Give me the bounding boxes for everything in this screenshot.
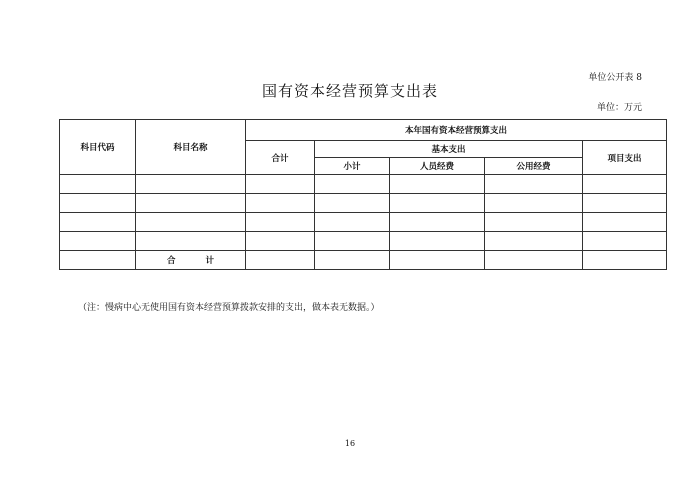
budget-table <box>59 119 667 270</box>
header-total: 合计 <box>246 141 315 175</box>
unit-label: 单位：万元 <box>596 103 642 113</box>
total-row <box>60 251 667 270</box>
header-subtotal: 小计 <box>315 158 390 175</box>
table-row <box>60 175 667 194</box>
total-row-label: 合 计 <box>136 251 246 270</box>
table-row <box>60 213 667 232</box>
header-subject-code: 科目代码 <box>60 120 136 175</box>
header-project: 项目支出 <box>583 141 667 175</box>
header-personnel: 人员经费 <box>390 158 485 175</box>
table-row <box>60 194 667 213</box>
table-number: 单位公开表 8 <box>588 73 642 83</box>
header-subject-name: 科目名称 <box>136 120 246 175</box>
header-current-year: 本年国有资本经营预算支出 <box>246 120 667 141</box>
page-title: 国有资本经营预算支出表 <box>261 82 438 100</box>
header-public: 公用经费 <box>485 158 583 175</box>
header-basic-expenditure: 基本支出 <box>315 141 583 158</box>
footnote: （注：慢病中心无使用国有资本经营预算拨款安排的支出，做本表无数据。） <box>78 303 380 313</box>
table-row <box>60 232 667 251</box>
page-number: 16 <box>344 439 356 448</box>
